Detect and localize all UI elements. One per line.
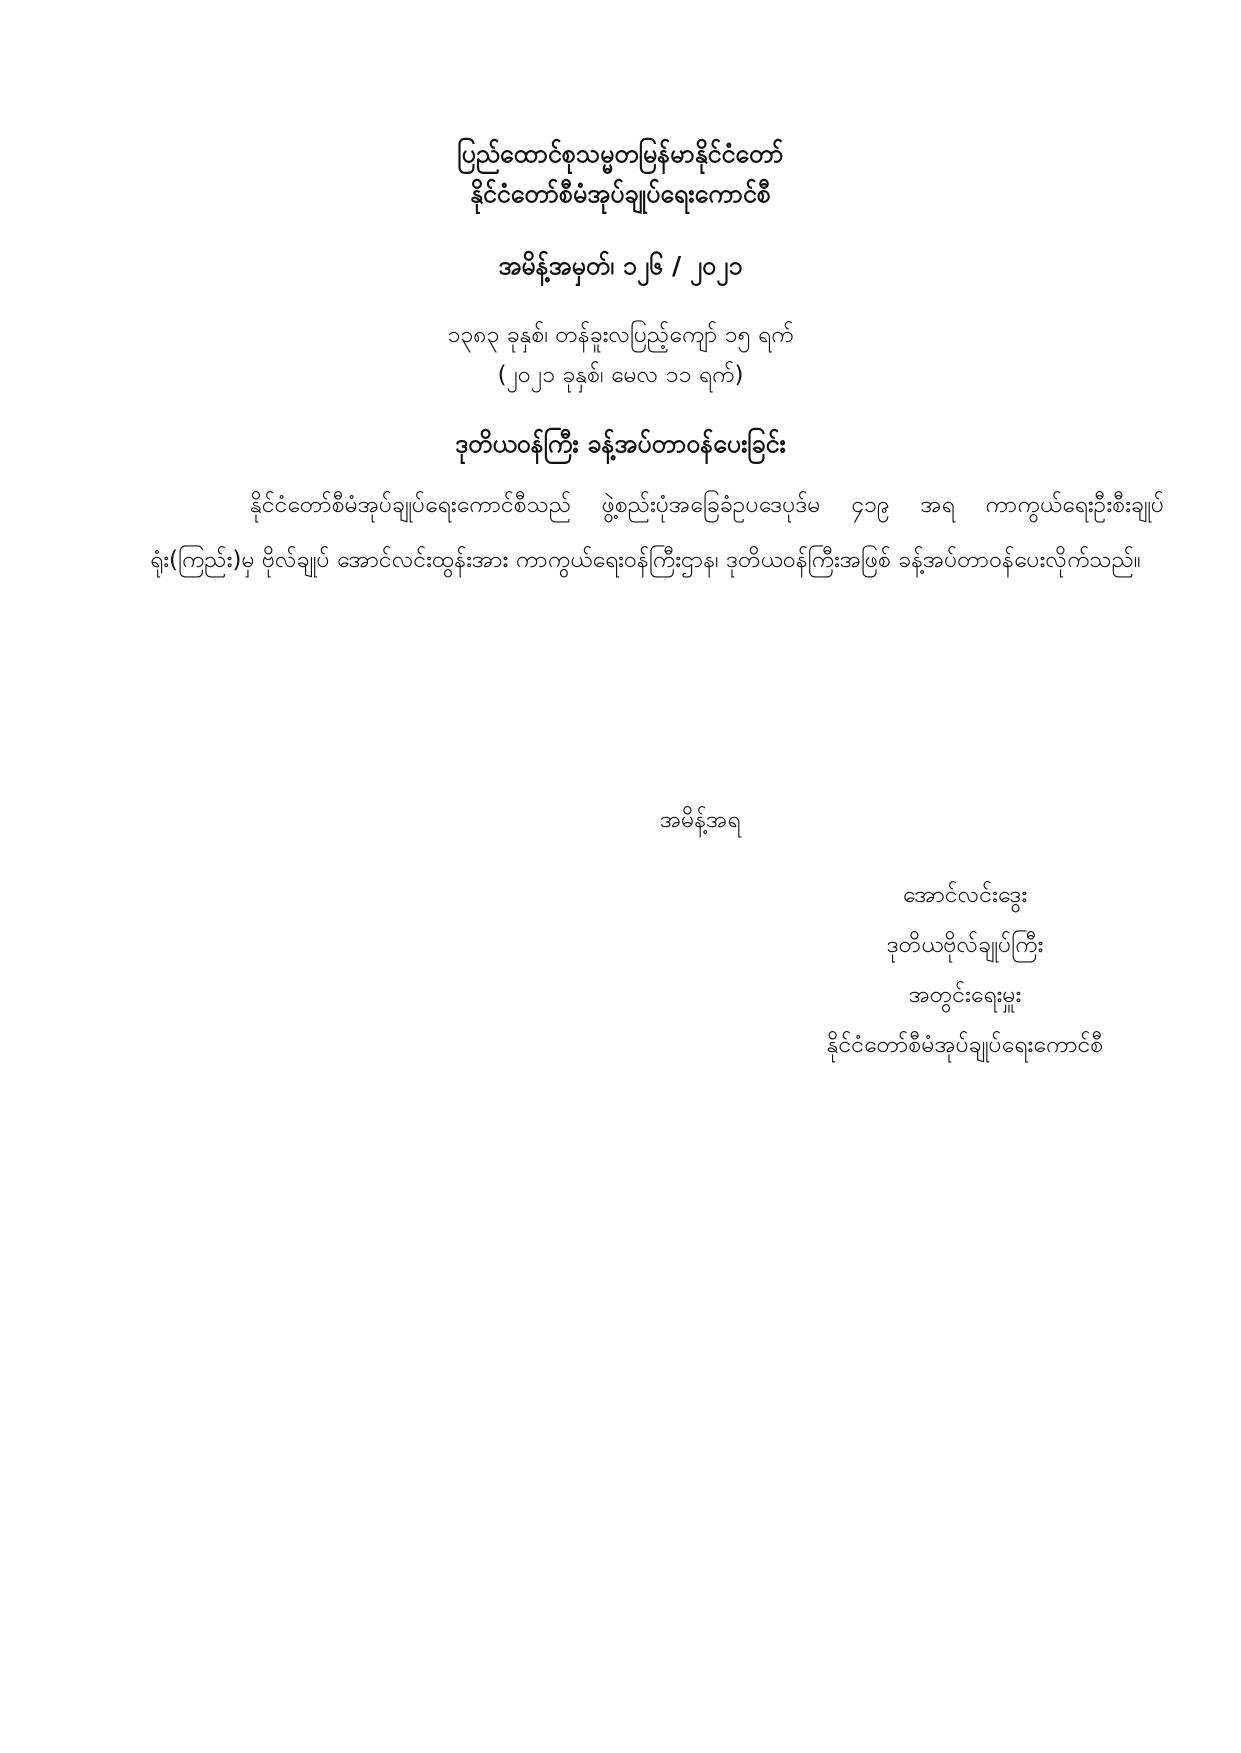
order-number: အမိန့်အမှတ်၊ ၁၂၆ / ၂၀၂၁ [498, 251, 743, 280]
header-council-name: နိုင်ငံတော်စီမံအုပ်ချုပ်ရေးကောင်စီ [470, 179, 771, 208]
signatory-title: အတွင်းရေးမှူး [908, 982, 1022, 1008]
date-myanmar: ၁၃၈၃ ခုနှစ်၊ တန်ခူးလပြည့်ကျော် ၁၅ ရက် [447, 322, 794, 348]
signatory-name: အောင်လင်းဒွေး [902, 882, 1028, 908]
signatory-rank: ဒုတိယဗိုလ်ချုပ်ကြီး [886, 932, 1044, 958]
body-paragraph: နိုင်ငံတော်စီမံအုပ်ချုပ်ရေးကောင်စီသည် ဖွဲ့စည်းပုံအခြေခံဥပဒေပုဒ်မ ၄၁၉ အရ ကာကွယ်ရေးဦးစီးချုပ်ရုံး(ကြည်း)မှ ဗိုလ်ချုပ် အောင်လင်းထွန်းအား ကာကွယ်ရေးဝန်ကြီးဌာန၊ ဒုတိယဝန်ကြီးအဖြစ် ခန့်အပ်တာဝန်ပေးလိုက်သည်။ [150, 492, 1164, 573]
subject-heading: ဒုတိယဝန်ကြီး ခန့်အပ်တာဝန်ပေးခြင်း [455, 429, 786, 458]
signatory-organization: နိုင်ငံတော်စီမံအုပ်ချုပ်ရေးကောင်စီ [826, 1032, 1104, 1058]
order-label: အမိန့်အရ [660, 807, 741, 833]
header-country-name: ပြည်ထောင်စုသမ္မတမြန်မာနိုင်ငံတော် [457, 139, 784, 168]
date-gregorian: (၂၀၂၁ ခုနှစ်၊ မေလ ၁၁ ရက်) [497, 362, 744, 388]
